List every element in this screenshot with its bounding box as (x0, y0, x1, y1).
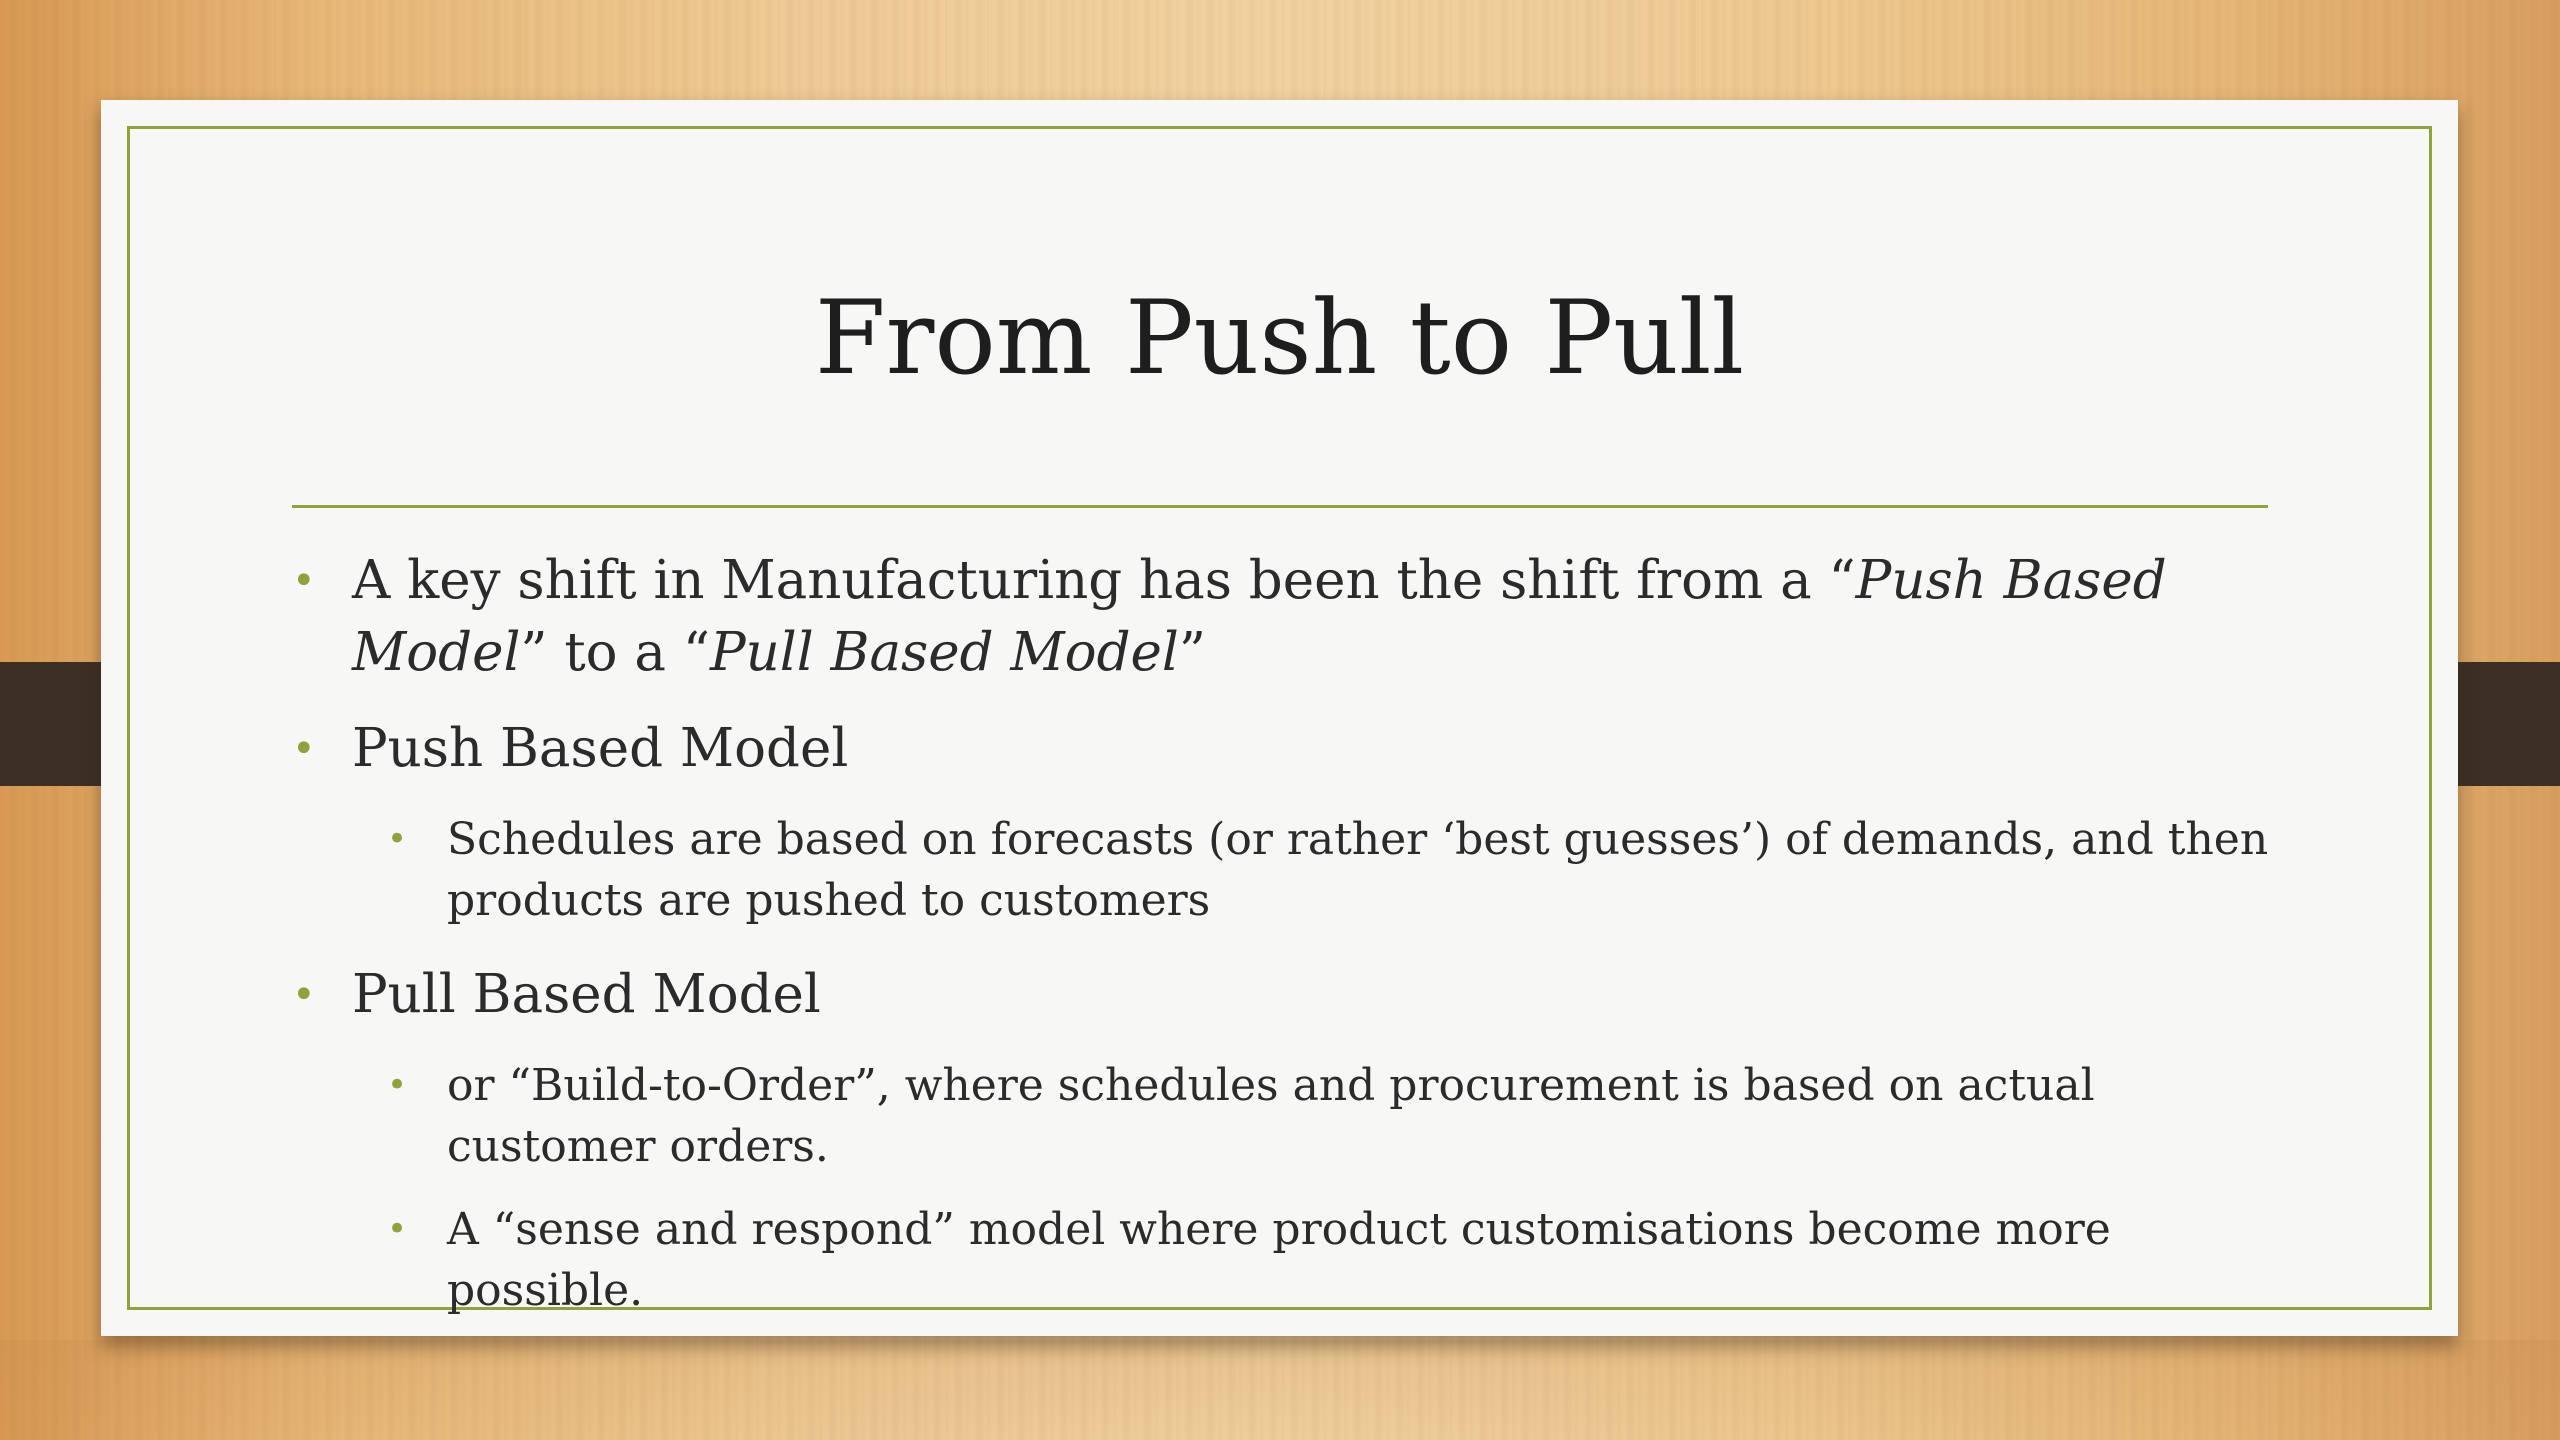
sub-bullet-text: A “sense and respond” model where product customisations become more possible. (447, 1204, 2111, 1316)
bullet-text-part: A key shift in Manufacturing has been the shift from a “ (352, 550, 1856, 611)
sub-bullet-marker: • (387, 1209, 408, 1249)
slide-title: From Push to Pull (814, 279, 1745, 398)
bullet-pull-model (292, 959, 2272, 1031)
sub-bullet-sense-respond (292, 1199, 2272, 1321)
bullet-text: Pull Based Model (352, 964, 821, 1025)
sub-bullet-text: or “Build-to-Order”, where schedules and procurement is based on actual customer orders. (447, 1060, 2095, 1172)
bullet-text-italic: Push Based Model (352, 550, 2167, 683)
title-divider (292, 505, 2268, 508)
sub-bullet-push-schedules (292, 809, 2272, 931)
bullet-marker: • (292, 972, 316, 1018)
sub-bullet-build-to-order (292, 1055, 2272, 1177)
slide-body (292, 545, 2272, 1349)
bullet-text-italic: Pull Based Model (709, 622, 1179, 683)
sub-bullet-marker: • (387, 819, 408, 859)
slide-canvas (101, 100, 2458, 1336)
sub-bullet-text: Schedules are based on forecasts (or rather ‘best guesses’) of demands, and then products are pushed to customers (447, 814, 2269, 926)
bullet-key-shift (292, 545, 2272, 689)
bullet-push-model (292, 713, 2272, 785)
bullet-marker: • (292, 726, 316, 772)
bullet-text-part: ” (1178, 622, 1206, 683)
bullet-text: Push Based Model (352, 718, 849, 779)
bullet-marker: • (292, 558, 316, 604)
wood-background-strip (0, 1340, 2560, 1440)
sub-bullet-marker: • (387, 1065, 408, 1105)
bullet-text-part: ” to a “ (520, 622, 710, 683)
